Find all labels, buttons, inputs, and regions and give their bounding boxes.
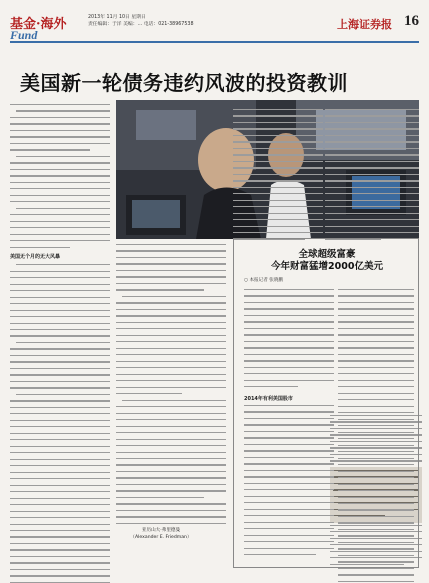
sidebar-author: ○ 本报记者 张晓鹏 [244,278,284,283]
sidebar-title-line2: 今年财富猛增2000亿美元 [271,261,383,272]
author-name-en: （Alexander E. Friedman） [130,535,192,540]
sidebar-column-2 [338,289,414,583]
sidebar-column-1 [244,289,334,393]
column-3 [233,109,323,245]
column-1 [10,104,110,583]
sidebar-title [248,249,406,273]
article-headline: 美国新一轮债务违约风波的投资教训 [20,71,348,95]
sidebar-article [233,238,419,568]
page-number: 16 [404,13,419,29]
column-4 [325,109,419,245]
publication-logo: 上海证券报 [337,18,392,31]
section-title: 基金·海外 [10,17,67,32]
section-title-en: Fund [10,28,38,42]
sidebar-title-line1: 全球超级富豪 [298,249,356,260]
date-line: 2013年 11月 10日 星期日 [88,15,146,20]
page-header [10,13,419,43]
author-byline [116,527,206,541]
sidebar-column-1b [244,405,334,561]
author-name-cn: 亚历山大·弗里德曼 [141,528,181,533]
editors-line: 责任编辑：于洋 美编：… 电话：021-38967538 [88,22,194,27]
subhead-1: 美国无个月的无大风暴 [10,254,61,261]
column-2 [116,244,226,529]
subhead-2: 2014年有利美国股市 [244,396,293,402]
